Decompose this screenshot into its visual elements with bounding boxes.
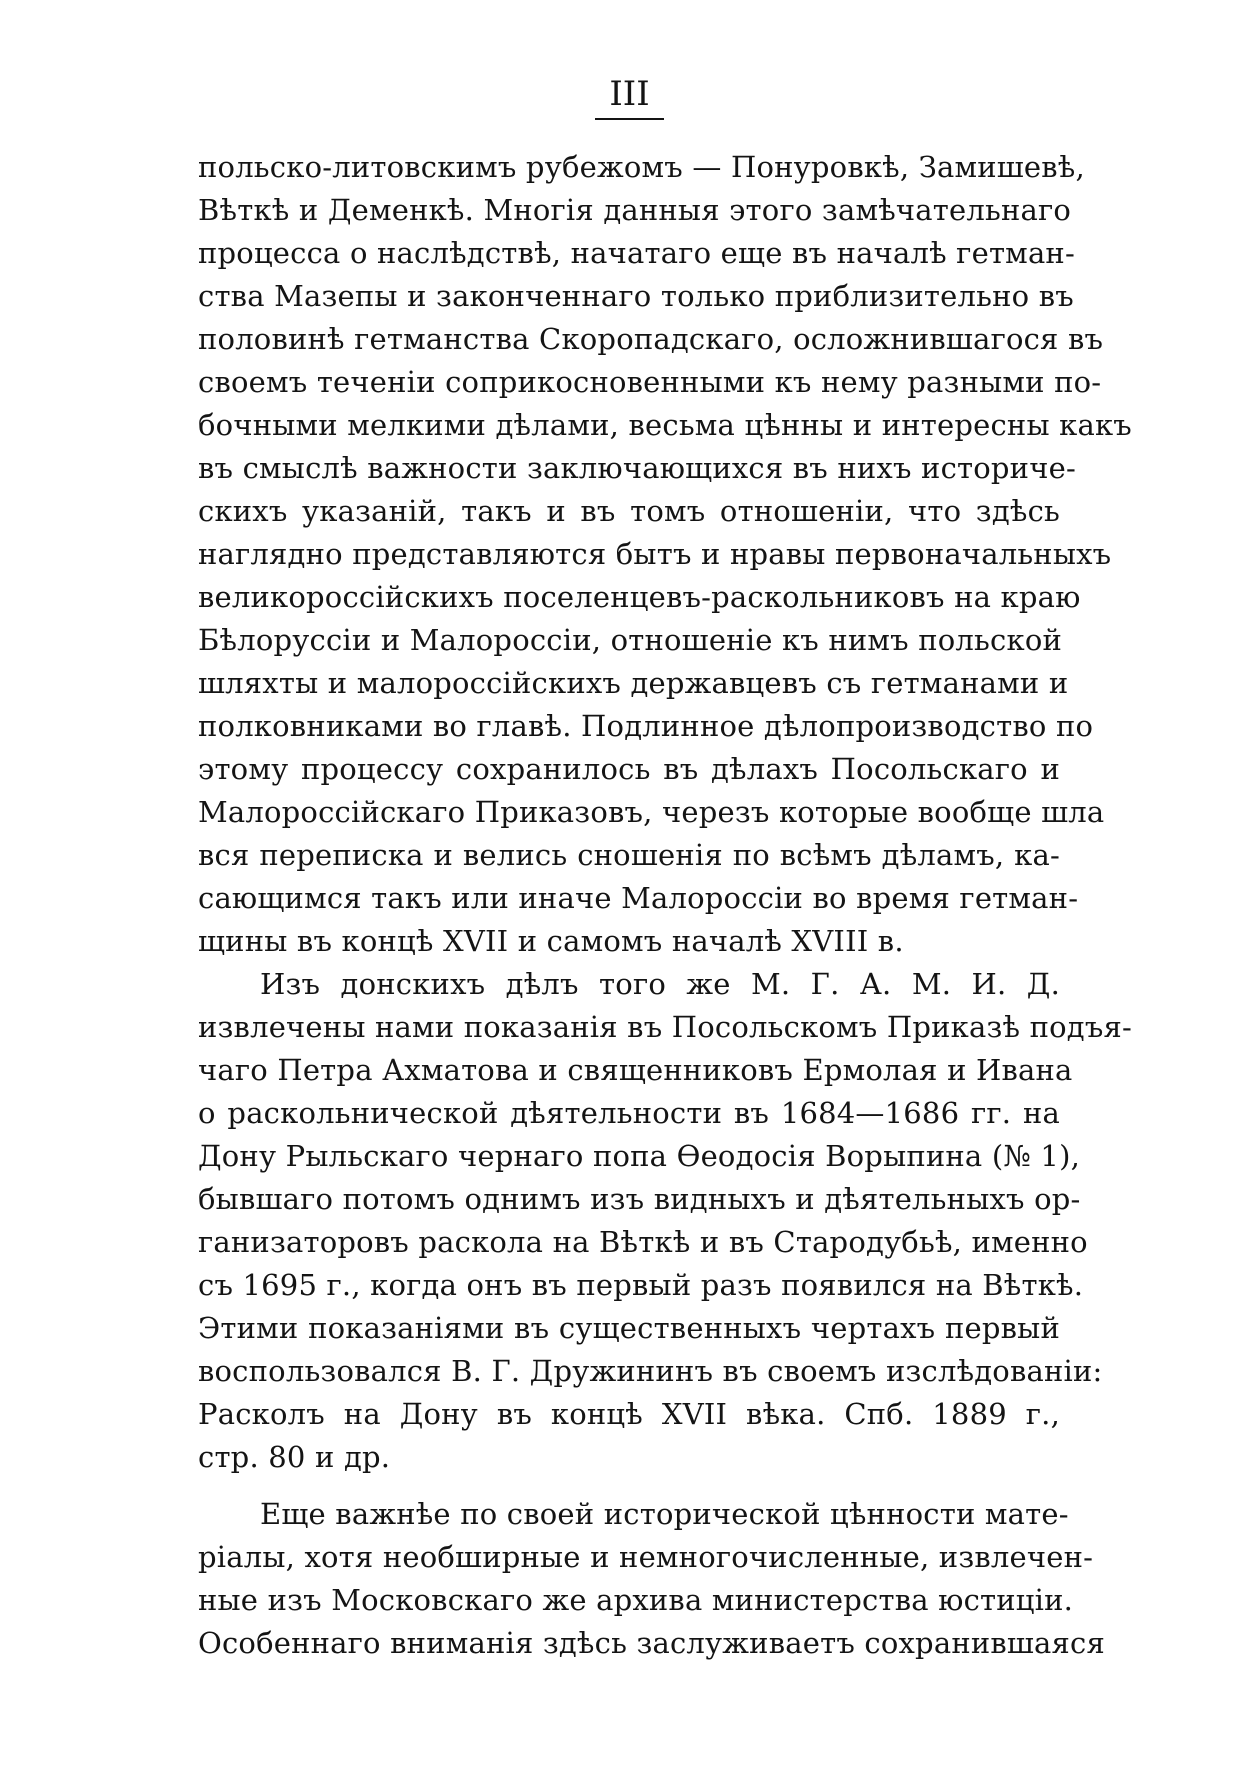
text-line: ріалы, хотя необширные и немногочисленные, извлечен- xyxy=(198,1540,1094,1574)
text-line: наглядно представляются бытъ и нравы первоначальныхъ xyxy=(198,537,1112,571)
text-line: стр. 80 и др. xyxy=(198,1440,391,1474)
text-line: ганизаторовъ раскола на Вѣткѣ и въ Стародубьѣ, именно xyxy=(198,1225,1088,1259)
text-line: половинѣ гетманства Скоропадскаго, осложнившагося въ xyxy=(198,322,1104,356)
paragraph-2 xyxy=(198,963,1132,1479)
text-line: полковниками во главѣ. Подлинное дѣлопроизводство по xyxy=(198,709,1094,743)
text-line: великороссійскихъ поселенцевъ-раскольниковъ на краю xyxy=(198,580,1081,614)
text-line: вся переписка и велись сношенія по всѣмъ дѣламъ, ка- xyxy=(198,838,1060,872)
text-line: бочными мелкими дѣлами, весьма цѣнны и интересны какъ xyxy=(198,408,1132,442)
text-line: Малороссійскаго Приказовъ, черезъ которые вообще шла xyxy=(198,795,1105,829)
text-line: воспользовался В. Г. Дружининъ въ своемъ изслѣдованіи: xyxy=(198,1354,1103,1388)
text-line: Особеннаго вниманія здѣсь заслуживаетъ сохранившаяся xyxy=(198,1626,1105,1660)
text-line: польско-литовскимъ рубежомъ — Понуровкѣ, Замишевѣ, xyxy=(198,150,1085,184)
text-line: процесса о наслѣдствѣ, начатаго еще въ началѣ гетман- xyxy=(198,236,1075,270)
text-line: шляхты и малороссійскихъ державцевъ съ гетманами и xyxy=(198,666,1069,700)
text-line: щины въ концѣ XVII и самомъ началѣ XVIII в. xyxy=(198,924,904,958)
page-number-text: III xyxy=(595,74,663,120)
text-line: ства Мазепы и законченнаго только приблизительно въ xyxy=(198,279,1074,313)
text-line: Дону Рыльскаго чернаго попа Ѳеодосія Ворыпина (№ 1), xyxy=(198,1139,1080,1173)
text-line: Изъ донскихъ дѣлъ того же М. Г. А. М. И. Д. xyxy=(260,967,1060,1001)
text-line: сающимся такъ или иначе Малороссіи во время гетман- xyxy=(198,881,1079,915)
text-line: извлечены нами показанія въ Посольскомъ Приказѣ подъя- xyxy=(198,1010,1132,1044)
text-line: съ 1695 г., когда онъ въ первый разъ появился на Вѣткѣ. xyxy=(198,1268,1084,1302)
text-line: въ смыслѣ важности заключающихся въ нихъ историче- xyxy=(198,451,1076,485)
text-line: своемъ теченіи соприкосновенными къ нему разными по- xyxy=(198,365,1102,399)
text-line: чаго Петра Ахматова и священниковъ Ермолая и Ивана xyxy=(198,1053,1073,1087)
body-text xyxy=(198,146,1132,1665)
paragraph-spacer xyxy=(198,1479,1060,1493)
text-line: скихъ указаній, такъ и въ томъ отношеніи, что здѣсь xyxy=(198,494,1060,528)
text-line: Бѣлоруссіи и Малороссіи, отношеніе къ нимъ польской xyxy=(198,623,1063,657)
paragraph-1 xyxy=(198,146,1132,963)
text-line: Расколъ на Дону въ концѣ XVII вѣка. Спб. 1889 г., xyxy=(198,1397,1060,1431)
paragraph-3 xyxy=(198,1493,1105,1665)
text-line: ные изъ Московскаго же архива министерства юстиціи. xyxy=(198,1583,1074,1617)
text-line: Еще важнѣе по своей исторической цѣнности мате- xyxy=(260,1497,1069,1531)
text-line: бывшаго потомъ однимъ изъ видныхъ и дѣятельныхъ ор- xyxy=(198,1182,1081,1216)
text-line: о раскольнической дѣятельности въ 1684—1686 гг. на xyxy=(198,1096,1060,1130)
page-number xyxy=(0,74,1259,120)
text-line: Вѣткѣ и Деменкѣ. Многія данныя этого замѣчательнаго xyxy=(198,193,1072,227)
text-line: Этими показаніями въ существенныхъ чертахъ первый xyxy=(198,1311,1060,1345)
text-line: этому процессу сохранилось въ дѣлахъ Посольскаго и xyxy=(198,752,1060,786)
